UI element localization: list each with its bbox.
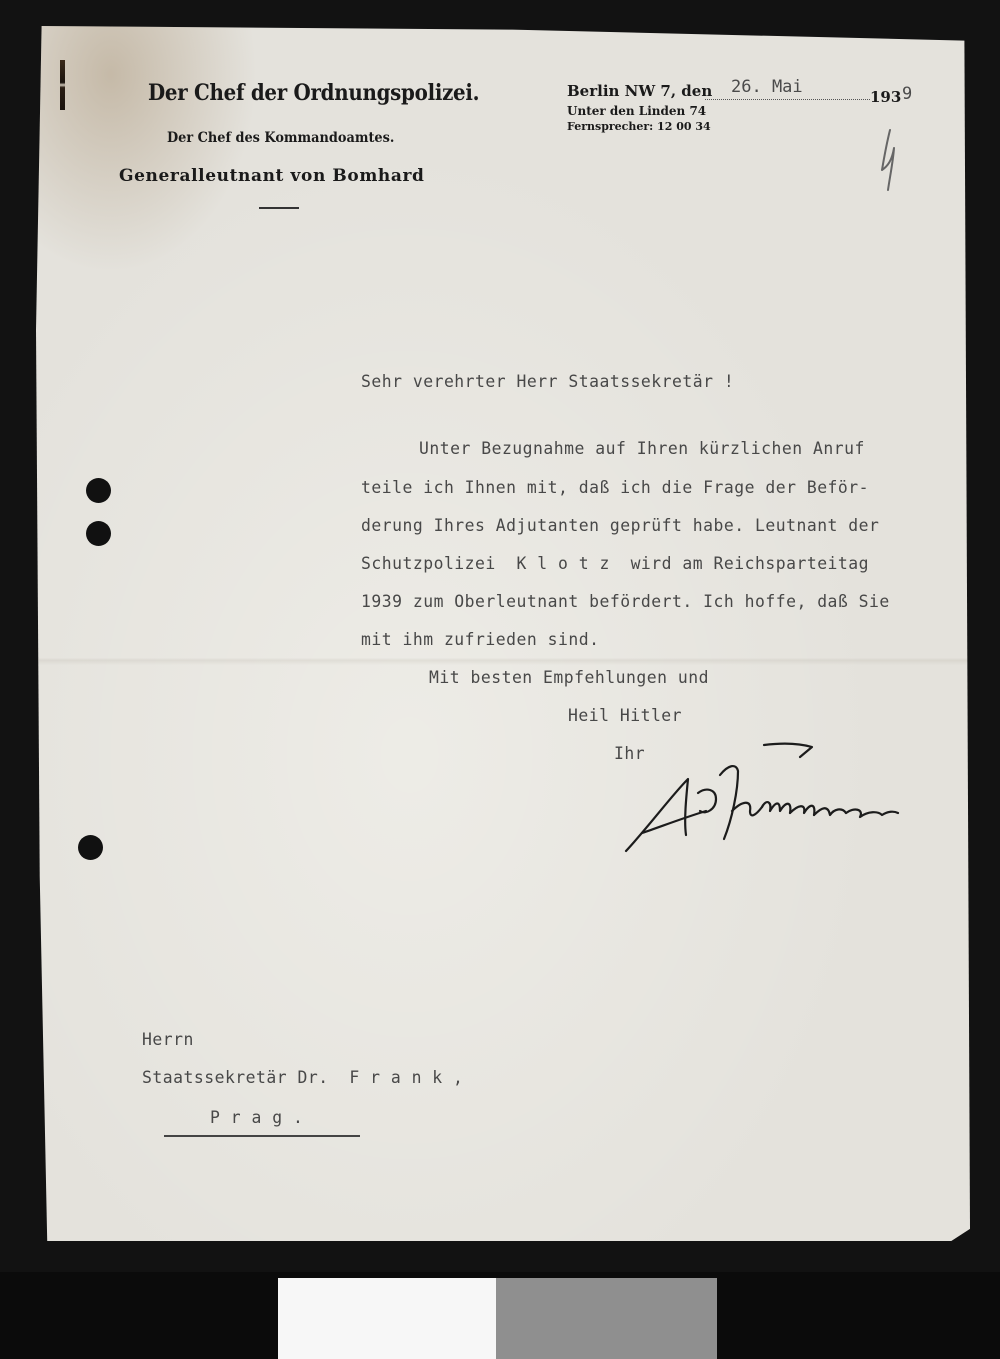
letterhead-department: Der Chef des Kommandoamtes. bbox=[167, 130, 395, 146]
body-line-5: 1939 zum Oberleutnant befördert. Ich hoffe, daß Sie bbox=[361, 592, 890, 611]
staple-mark bbox=[60, 60, 65, 110]
date-dotted-line bbox=[705, 99, 870, 100]
closing-line-2: Heil Hitler bbox=[568, 706, 683, 725]
punch-hole-1 bbox=[86, 478, 111, 503]
body-line-4: Schutzpolizei K l o t z wird am Reichsparteitag bbox=[361, 554, 870, 573]
letterhead-office: Der Chef der Ordnungspolizei. bbox=[148, 80, 480, 106]
body-line-6: mit ihm zufrieden sind. bbox=[361, 630, 600, 649]
salutation: Sehr verehrter Herr Staatssekretär ! bbox=[361, 372, 735, 391]
recipient-underline bbox=[164, 1135, 360, 1137]
year-suffix: 9 bbox=[902, 84, 913, 104]
body-line-1: Unter Bezugnahme auf Ihren kürzlichen Anruf bbox=[419, 439, 865, 458]
punch-hole-2 bbox=[86, 521, 111, 546]
handwritten-signature bbox=[620, 735, 910, 860]
recipient-line-3: P r a g . bbox=[210, 1108, 304, 1127]
closing-line-3: Ihr bbox=[614, 744, 646, 763]
body-line-2: teile ich Ihnen mit, daß ich die Frage der Beför- bbox=[361, 478, 870, 497]
letter-date: 26. Mai bbox=[731, 77, 803, 97]
place-city: Berlin NW 7, den bbox=[567, 82, 713, 100]
year-prefix: 193 bbox=[870, 88, 902, 106]
recipient-line-1: Herrn bbox=[142, 1030, 194, 1049]
place-street: Unter den Linden 74 bbox=[567, 104, 707, 118]
calibration-swatch-white bbox=[278, 1278, 496, 1359]
place-phone: Fernsprecher: 12 00 34 bbox=[567, 120, 711, 133]
closing-line-1: Mit besten Empfehlungen und bbox=[429, 668, 709, 687]
letterhead-officer: Generalleutnant von Bomhard bbox=[119, 166, 425, 186]
punch-hole-3 bbox=[78, 835, 103, 860]
handwritten-pencil-mark bbox=[876, 126, 906, 196]
recipient-line-2: Staatssekretär Dr. F r a n k , bbox=[142, 1068, 464, 1087]
body-line-3: derung Ihres Adjutanten geprüft habe. Leutnant der bbox=[361, 516, 880, 535]
calibration-swatch-gray bbox=[496, 1278, 717, 1359]
letterhead-rule bbox=[259, 207, 299, 209]
